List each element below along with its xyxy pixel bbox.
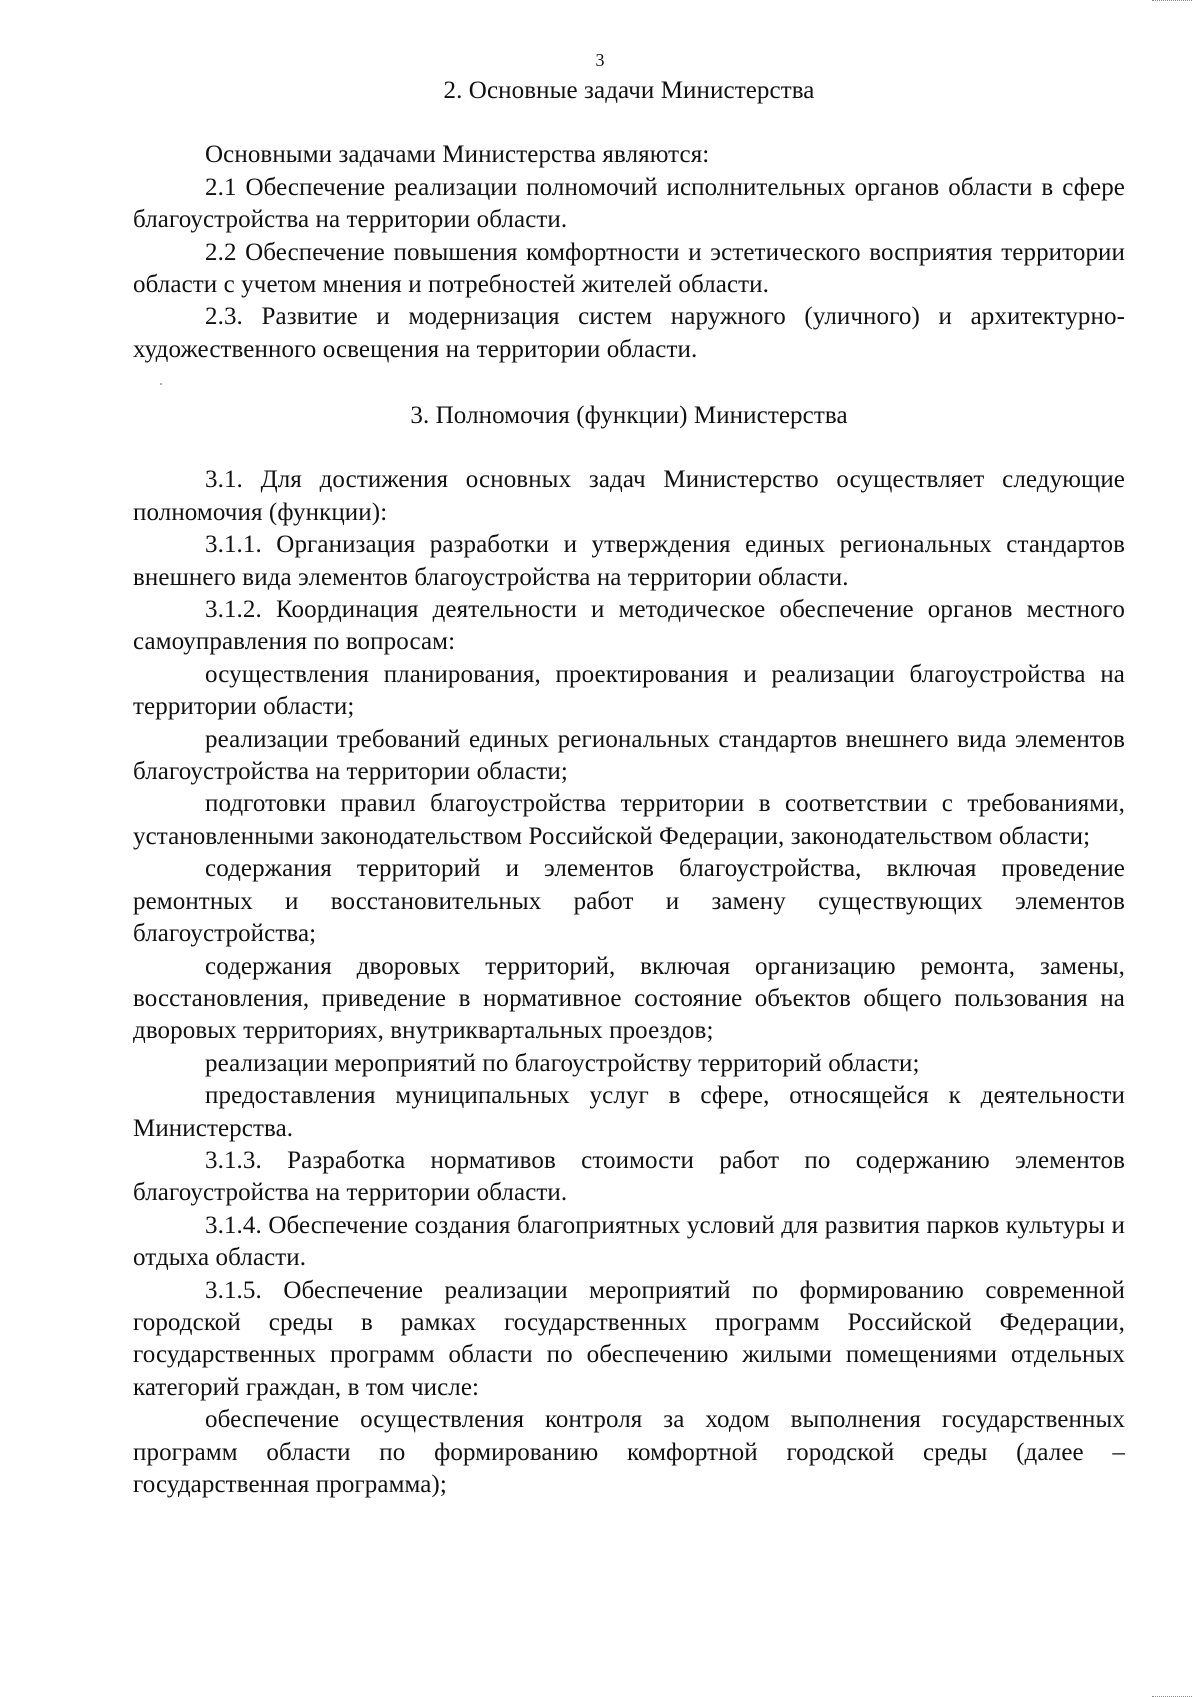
list-item: обеспечение осуществления контроля за ходом выполнения государственных программ области по формированию комфортной городской среды (далее – государственная программа); — [133, 1406, 1125, 1498]
paragraph-3-1-4: 3.1.4. Обеспечение создания благоприятных условий для развития парков культуры и отдыха области. — [133, 1211, 1125, 1272]
paragraph-2-1: 2.1 Обеспечение реализации полномочий исполнительных органов области в сфере благоустройства на территории области. — [133, 173, 1125, 234]
scan-edge-mark-top — [1152, 0, 1192, 7]
page-number: 3 — [595, 50, 605, 70]
section-2 — [133, 75, 1125, 366]
paragraph-2-2: 2.2 Обеспечение повышения комфортности и эстетического восприятия территории области с учетом мнения и потребностей жителей области. — [133, 238, 1125, 299]
section-2-heading: 2. Основные задачи Министерства — [443, 77, 815, 104]
list-item: подготовки правил благоустройства территории в соответствии с требованиями, установленными законодательством Российской Федерации, законодательством области; — [133, 790, 1125, 850]
section-3-heading: 3. Полномочия (функции) Министерства — [410, 402, 848, 429]
paragraph-2-3: 2.3. Развитие и модернизация систем наружного (уличного) и архитектурно-художественного освещения на территории области. — [133, 303, 1125, 363]
list-item: осуществления планирования, проектирования и реализации благоустройства на территории области; — [133, 660, 1125, 721]
paragraph-3-1-2: 3.1.2. Координация деятельности и методическое обеспечение органов местного самоуправления по вопросам: — [133, 596, 1125, 656]
paragraph-3-1-3: 3.1.3. Разработка нормативов стоимости работ по содержанию элементов благоустройства на территории области. — [133, 1146, 1125, 1207]
section-2-intro: Основными задачами Министерства являются: — [205, 141, 710, 169]
paragraph-3-1-5: 3.1.5. Обеспечение реализации мероприятий по формированию современной городской среды в рамках государственных программ Российской Федерации, государственных программ области по обеспечению жилыми помещениями отдельных категорий граждан, в том числе: — [133, 1276, 1125, 1401]
list-item: реализации мероприятий по благоустройству территорий области; — [205, 1049, 920, 1077]
paragraph-3-1-1: 3.1.1. Организация разработки и утверждения единых региональных стандартов внешнего вида элементов благоустройства на территории области. — [133, 531, 1125, 591]
list-item: содержания дворовых территорий, включая организацию ремонта, замены, восстановления, приведение в нормативное состояние объектов общего пользования на дворовых территориях, внутриквартальных проездов; — [133, 952, 1125, 1045]
scan-edge-mark-bottom — [1152, 1690, 1192, 1697]
section-3 — [133, 400, 1125, 1501]
paragraph-3-1: 3.1. Для достижения основных задач Министерство осуществляет следующие полномочия (функции): — [133, 466, 1125, 526]
list-item: содержания территорий и элементов благоустройства, включая проведение ремонтных и восстановительных работ и замену существующих элементов благоустройства; — [133, 855, 1125, 948]
scan-speck — [160, 383, 162, 385]
list-item: реализации требований единых региональных стандартов внешнего вида элементов благоустройства на территории области; — [133, 725, 1125, 786]
list-item: предоставления муниципальных услуг в сфере, относящейся к деятельности Министерства. — [133, 1082, 1125, 1142]
